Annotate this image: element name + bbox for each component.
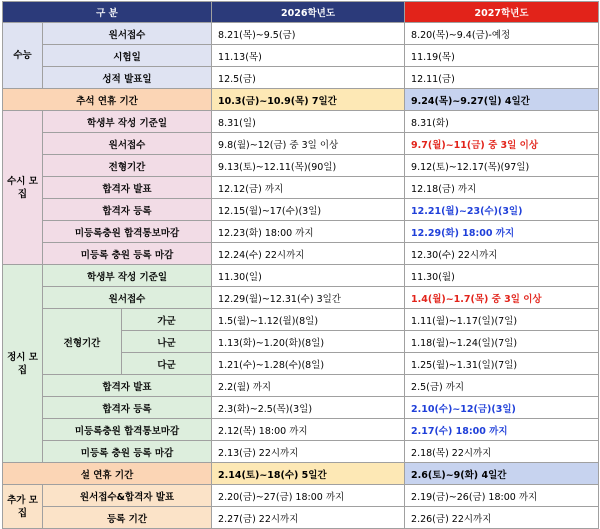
row-item: 원서접수 bbox=[43, 287, 212, 309]
value-2027: 9.7(월)~11(금) 중 3일 이상 bbox=[405, 133, 599, 155]
chuga-label: 추가 모집 bbox=[3, 485, 43, 529]
value-2027: 8.31(화) bbox=[405, 111, 599, 133]
value-2027: 8.20(목)~9.4(금)-예정 bbox=[405, 23, 599, 45]
value-2027: 12.30(수) 22시까지 bbox=[405, 243, 599, 265]
value-2027: 2.26(금) 22시까지 bbox=[405, 507, 599, 529]
value-2027: 9.24(목)~9.27(일) 4일간 bbox=[405, 89, 599, 111]
row-item: 원서접수&합격자 발표 bbox=[43, 485, 212, 507]
value-2026: 2.3(화)~2.5(목)(3일) bbox=[212, 397, 405, 419]
header-2027: 2027학년도 bbox=[405, 2, 599, 23]
suneung-label: 수능 bbox=[3, 23, 43, 89]
chuga-row bbox=[3, 507, 599, 529]
value-2027: 2.18(목) 22시까지 bbox=[405, 441, 599, 463]
suneung-row bbox=[3, 67, 599, 89]
seollal-label: 설 연휴 기간 bbox=[3, 463, 212, 485]
period-label: 전형기간 bbox=[43, 309, 122, 375]
value-2026: 12.24(수) 22시까지 bbox=[212, 243, 405, 265]
value-2026: 10.3(금)~10.9(목) 7일간 bbox=[212, 89, 405, 111]
row-item: 전형기간 bbox=[43, 155, 212, 177]
chuseok-label: 추석 연휴 기간 bbox=[3, 89, 212, 111]
jeongsi-row bbox=[3, 419, 599, 441]
value-2026: 11.13(목) bbox=[212, 45, 405, 67]
value-2026: 8.31(일) bbox=[212, 111, 405, 133]
susi-label: 수시 모집 bbox=[3, 111, 43, 265]
value-2027: 2.10(수)~12(금)(3일) bbox=[405, 397, 599, 419]
row-item: 학생부 작성 기준일 bbox=[43, 265, 212, 287]
value-2026: 2.20(금)~27(금) 18:00 까지 bbox=[212, 485, 405, 507]
value-2027: 1.18(월)~1.24(일)(7일) bbox=[405, 331, 599, 353]
group-label: 다군 bbox=[122, 353, 212, 375]
row-item: 합격자 발표 bbox=[43, 177, 212, 199]
value-2026: 2.13(금) 22시까지 bbox=[212, 441, 405, 463]
value-2026: 12.23(화) 18:00 까지 bbox=[212, 221, 405, 243]
header-category: 구 분 bbox=[3, 2, 212, 23]
susi-row bbox=[3, 177, 599, 199]
value-2026: 12.12(금) 까지 bbox=[212, 177, 405, 199]
value-2026: 2.2(월) 까지 bbox=[212, 375, 405, 397]
chuga-row bbox=[3, 485, 599, 507]
value-2026: 11.30(일) bbox=[212, 265, 405, 287]
value-2026: 1.5(월)~1.12(월)(8일) bbox=[212, 309, 405, 331]
value-2027: 2.6(토)~9(화) 4일간 bbox=[405, 463, 599, 485]
value-2027: 9.12(토)~12.17(목)(97일) bbox=[405, 155, 599, 177]
group-label: 가군 bbox=[122, 309, 212, 331]
value-2027: 2.19(금)~26(금) 18:00 까지 bbox=[405, 485, 599, 507]
value-2027: 1.11(월)~1.17(일)(7일) bbox=[405, 309, 599, 331]
jeongsi-row bbox=[3, 397, 599, 419]
row-item: 미등록충원 합격통보마감 bbox=[43, 419, 212, 441]
value-2026: 2.27(금) 22시까지 bbox=[212, 507, 405, 529]
value-2027: 12.18(금) 까지 bbox=[405, 177, 599, 199]
value-2026: 1.13(화)~1.20(화)(8일) bbox=[212, 331, 405, 353]
suneung-row bbox=[3, 45, 599, 67]
row-item: 시험일 bbox=[43, 45, 212, 67]
row-item: 미등록 충원 등록 마감 bbox=[43, 243, 212, 265]
value-2027: 11.30(월) bbox=[405, 265, 599, 287]
jeongsi-row bbox=[3, 375, 599, 397]
value-2027: 12.29(화) 18:00 까지 bbox=[405, 221, 599, 243]
value-2027: 12.11(금) bbox=[405, 67, 599, 89]
susi-row bbox=[3, 155, 599, 177]
group-label: 나군 bbox=[122, 331, 212, 353]
value-2027: 12.21(월)~23(수)(3일) bbox=[405, 199, 599, 221]
jeongsi-row bbox=[3, 287, 599, 309]
row-item: 미등록 충원 등록 마감 bbox=[43, 441, 212, 463]
value-2027: 2.17(수) 18:00 까지 bbox=[405, 419, 599, 441]
susi-row bbox=[3, 133, 599, 155]
value-2027: 2.5(금) 까지 bbox=[405, 375, 599, 397]
susi-row bbox=[3, 243, 599, 265]
value-2027: 11.19(목) bbox=[405, 45, 599, 67]
susi-row bbox=[3, 111, 599, 133]
jeongsi-period-row bbox=[3, 309, 599, 331]
row-item: 원서접수 bbox=[43, 23, 212, 45]
value-2026: 12.15(월)~17(수)(3일) bbox=[212, 199, 405, 221]
value-2027: 1.25(월)~1.31(일)(7일) bbox=[405, 353, 599, 375]
jeongsi-label: 정시 모집 bbox=[3, 265, 43, 463]
header-2026: 2026학년도 bbox=[212, 2, 405, 23]
value-2026: 9.13(토)~12.11(목)(90일) bbox=[212, 155, 405, 177]
row-item: 합격자 발표 bbox=[43, 375, 212, 397]
row-item: 원서접수 bbox=[43, 133, 212, 155]
value-2026: 1.21(수)~1.28(수)(8일) bbox=[212, 353, 405, 375]
jeongsi-row bbox=[3, 441, 599, 463]
row-item: 합격자 등록 bbox=[43, 199, 212, 221]
suneung-row bbox=[3, 23, 599, 45]
admission-schedule-table bbox=[2, 1, 599, 529]
value-2026: 8.21(목)~9.5(금) bbox=[212, 23, 405, 45]
value-2026: 2.12(목) 18:00 까지 bbox=[212, 419, 405, 441]
row-item: 학생부 작성 기준일 bbox=[43, 111, 212, 133]
value-2027: 1.4(월)~1.7(목) 중 3일 이상 bbox=[405, 287, 599, 309]
seollal-row bbox=[3, 463, 599, 485]
susi-row bbox=[3, 221, 599, 243]
value-2026: 9.8(월)~12(금) 중 3일 이상 bbox=[212, 133, 405, 155]
susi-row bbox=[3, 199, 599, 221]
row-item: 등록 기간 bbox=[43, 507, 212, 529]
row-item: 합격자 등록 bbox=[43, 397, 212, 419]
chuseok-row bbox=[3, 89, 599, 111]
header-row bbox=[3, 2, 599, 23]
value-2026: 2.14(토)~18(수) 5일간 bbox=[212, 463, 405, 485]
row-item: 성적 발표일 bbox=[43, 67, 212, 89]
value-2026: 12.29(월)~12.31(수) 3일간 bbox=[212, 287, 405, 309]
row-item: 미등록충원 합격통보마감 bbox=[43, 221, 212, 243]
jeongsi-row bbox=[3, 265, 599, 287]
value-2026: 12.5(금) bbox=[212, 67, 405, 89]
